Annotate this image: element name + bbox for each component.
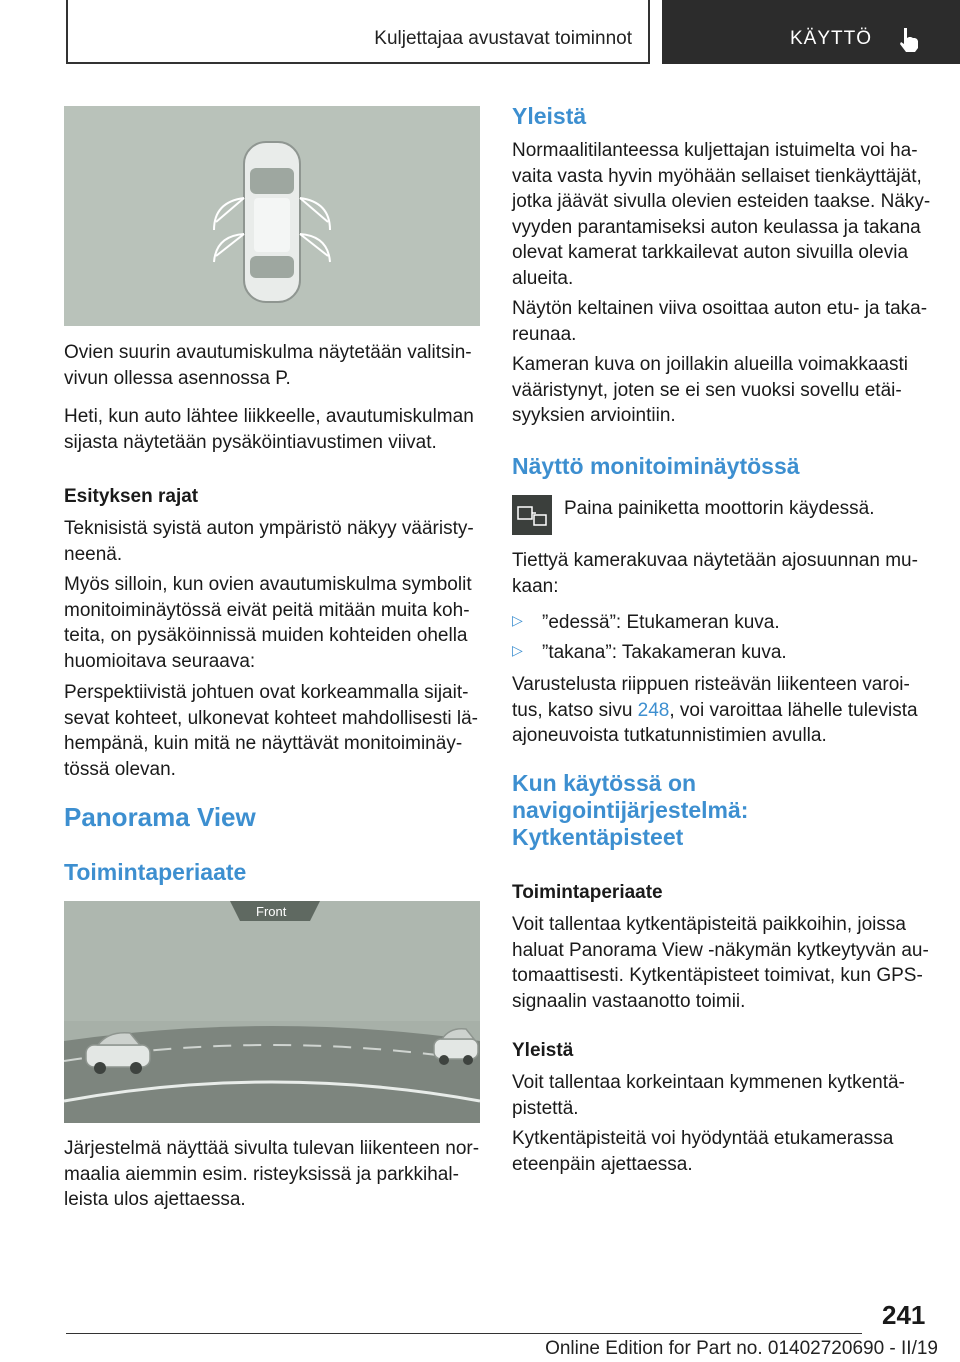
hand-pointer-icon <box>894 24 924 54</box>
paragraph-cross-traffic: Varustelusta riippuen risteävän liikenteen varoi- tus, katso sivu 248, voi varoittaa lähelle tulevista ajoneuvoista tutkatunnistimien avulla. <box>512 674 918 746</box>
edition-note: Online Edition for Part no. 01402720690 - II/19 <box>545 1338 938 1359</box>
heading-operating-principle: Toimintaperiaate <box>64 859 247 885</box>
paragraph-max-points: Voit tallentaa korkeintaan kymmenen kytkentä- pistettä. <box>512 1072 905 1119</box>
page-reference-link[interactable]: 248 <box>637 699 670 721</box>
list-item: ▷ ”takana”: Takakameran kuva. <box>512 642 787 663</box>
heading-display-limits: Esityksen rajat <box>64 486 199 507</box>
paragraph-perspective: Perspektiivistä johtuen ovat korkeammalla sijait- sevat kohteet, ulkonevat kohteet mahdollisesti lä- hempänä, kuin mitä ne näyttävät monitoiminäy- tössä olevan. <box>64 682 479 780</box>
header-section-box <box>66 0 650 64</box>
heading-general: Yleistä <box>512 103 587 129</box>
page-number: 241 <box>882 1300 926 1330</box>
heading-panorama-view: Panorama View <box>64 802 256 832</box>
section-title: Kuljettajaa avustavat toiminnot <box>374 28 632 49</box>
triangle-bullet-icon: ▷ <box>512 612 523 628</box>
button-instruction: Paina painiketta moottorin käydessä. <box>564 498 875 519</box>
list-item: ▷ ”edessä”: Etukameran kuva. <box>512 612 780 633</box>
heading-operating-principle-2: Toimintaperiaate <box>512 882 663 903</box>
heading-navigation-switch-points: Kun käytössä on navigointijärjestelmä: Kytkentäpisteet <box>512 770 749 850</box>
caption-panorama: Järjestelmä näyttää sivulta tulevan liikenteen nor- maalia aiemmin esim. risteyksissä ja parkkihal- leista ulos ajettaessa. <box>64 1138 480 1210</box>
panorama-view-button-icon[interactable] <box>512 495 552 535</box>
paragraph-door-symbols: Myös silloin, kun ovien avautumiskulma symbolit monitoiminäytössä eivät peitä mitään muita koh- teita, on pysäköinnissä muiden kohteiden ohella huomioitava seuraava: <box>64 574 472 672</box>
triangle-bullet-icon: ▷ <box>512 642 523 658</box>
front-view-label: Front <box>256 904 287 919</box>
paragraph-distortion: Teknisistä syistä auton ympäristö näkyy vääristy- neenä. <box>64 518 474 565</box>
paragraph-switch-points: Voit tallentaa kytkentäpisteitä paikkoihin, joissa haluat Panorama View -näkymän kytkeytyvän au- tomaattisesti. Kytkentäpisteet toimivat, kun GPS- signaalin vastaanotto toimii. <box>512 914 929 1012</box>
chapter-tab-label: KÄYTTÖ <box>790 28 873 49</box>
footer-divider <box>66 1333 862 1334</box>
paragraph-direction: Tiettyä kamerakuvaa näytetään ajosuunnan mu- kaan: <box>512 550 918 597</box>
paragraph-cameras: Normaalitilanteessa kuljettajan istuimelta voi ha- vaita vasta hyvin myöhään sellaiset tienkäyttäjät, jotka jäävät sivulla olevien esteiden taakse. Näky- vyyden parantamiseksi auton keulassa ja takana olevat kamerat tarkkailevat auton sivuilla olevia alueita. <box>512 140 931 289</box>
heading-general-2: Yleistä <box>512 1040 574 1061</box>
caption-door-angle: Ovien suurin avautumiskulma näytetään valitsin- vivun ollessa asennossa P. <box>64 342 472 389</box>
heading-display-control: Näyttö monitoiminäytössä <box>512 453 800 479</box>
panorama-front-illustration <box>64 901 480 1123</box>
door-angle-illustration <box>64 106 480 326</box>
paragraph-image-distortion: Kameran kuva on joillakin alueilla voimakkaasti vääristynyt, joten se ei sen vuoksi sovellu etäi- syyksien arviointiin. <box>512 354 909 426</box>
paragraph-yellow-line: Näytön keltainen viiva osoittaa auton etu- ja taka- reunaa. <box>512 298 928 345</box>
chapter-tab[interactable] <box>662 0 960 64</box>
paragraph-front-camera: Kytkentäpisteitä voi hyödyntää etukamerassa eteenpäin ajettaessa. <box>512 1128 894 1175</box>
paragraph-parking-lines: Heti, kun auto lähtee liikkeelle, avautumiskulman sijasta näytetään pysäköintiavustimen viivat. <box>64 406 474 453</box>
